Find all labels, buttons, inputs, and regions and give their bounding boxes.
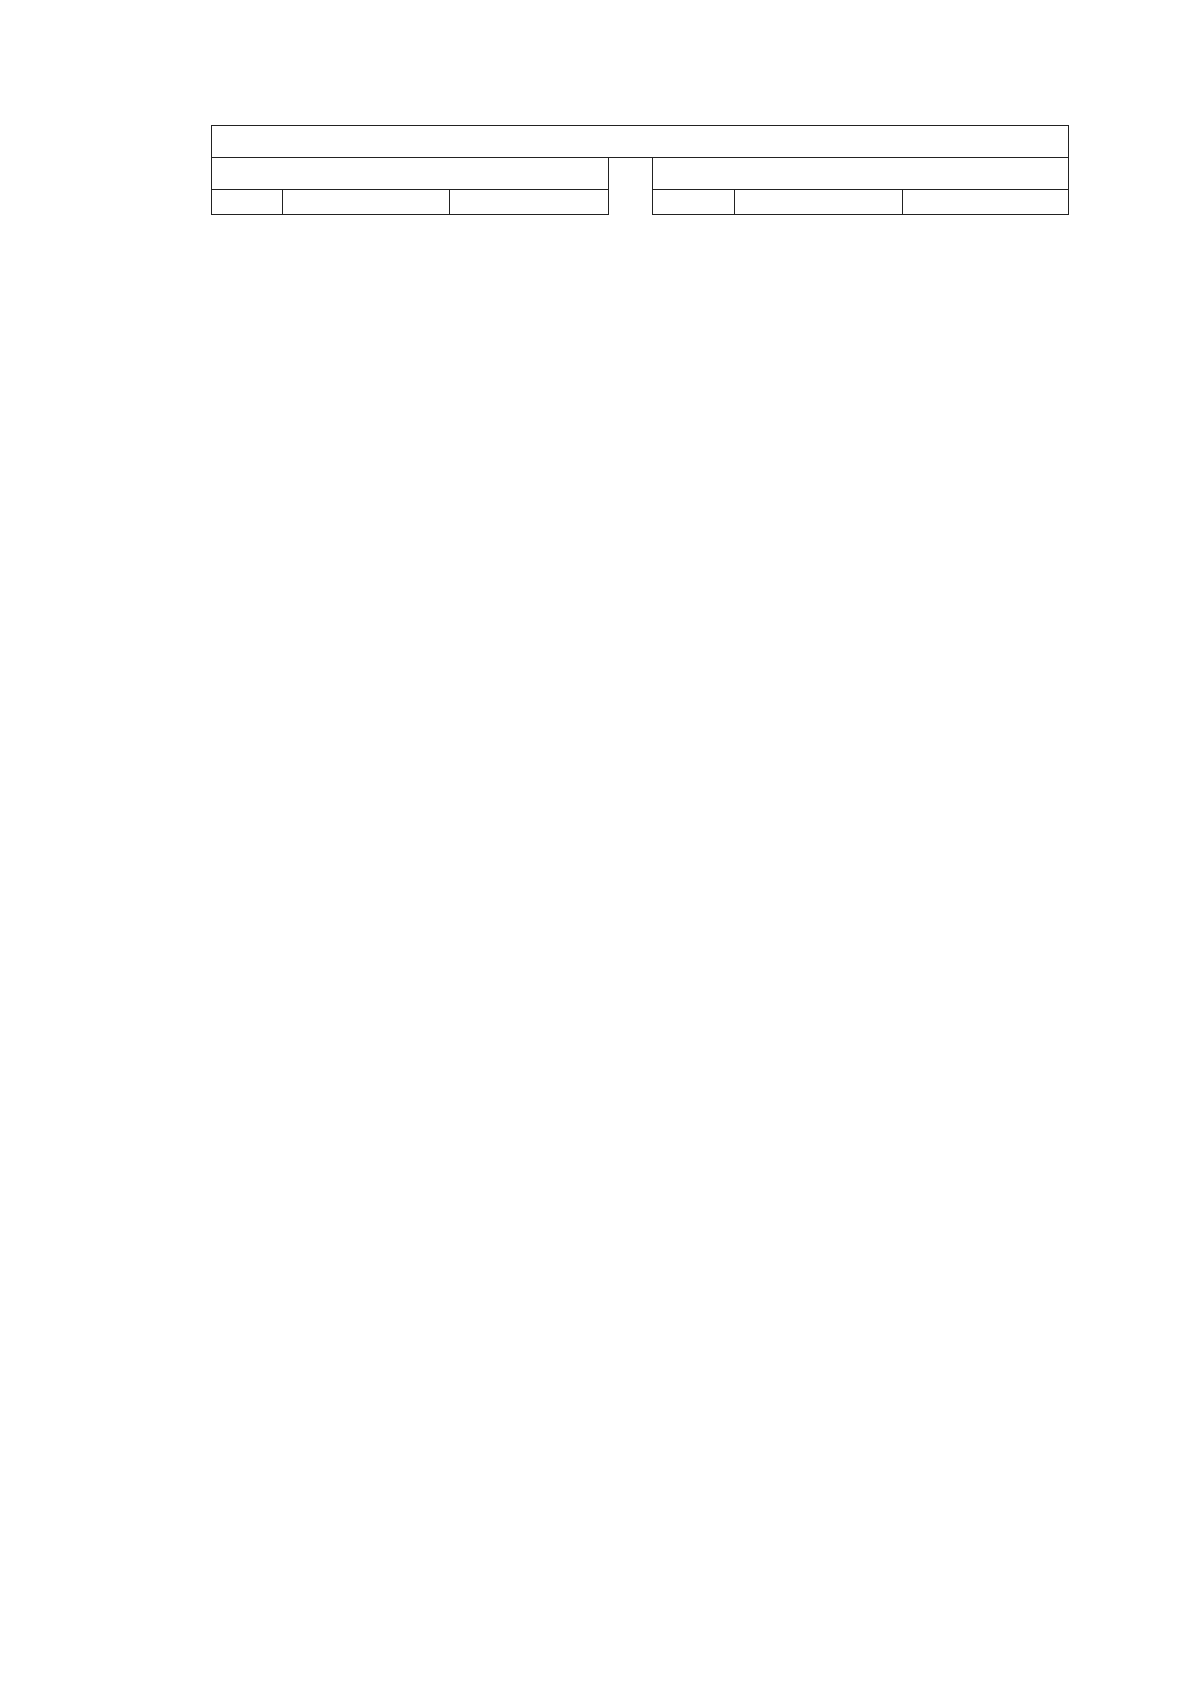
left-num-header [212,190,283,215]
right-y-header [903,190,1069,215]
right-zone-title [653,158,1069,190]
left-y-header [450,190,609,215]
left-x-header [283,190,450,215]
right-num-header [653,190,735,215]
gap-cell [609,158,653,190]
left-zone-title [212,158,609,190]
gap-cell [609,190,653,215]
section-title [212,126,1069,158]
coordinates-table [211,125,1069,215]
right-x-header [735,190,903,215]
section-header [212,126,1069,215]
